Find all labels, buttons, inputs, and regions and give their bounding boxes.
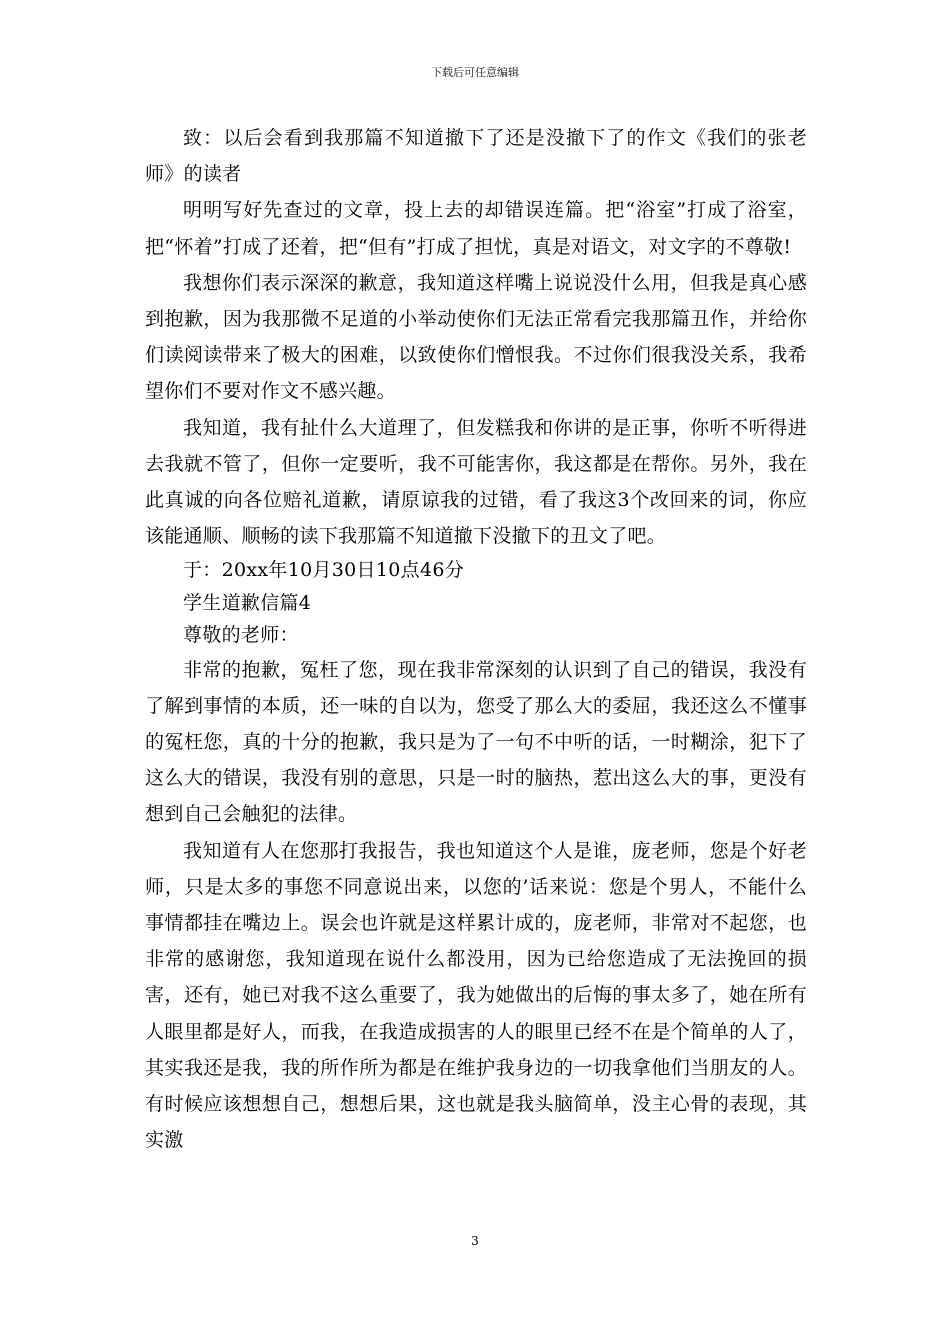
paragraph-typo-explanation: 明明写好先查过的文章，投上去的却错误连篇。把“浴室”打成了浴室，把“怀着”打成了还着，把“但有”打成了担忧，真是对语文，对文字的不尊敬! bbox=[145, 199, 807, 258]
document-body bbox=[145, 120, 807, 1159]
paragraph-letter-2: 我知道有人在您那打我报告，我也知道这个人是谁，庞老师，您是个好老师，只是太多的事您不同意说出来，以您的’话来说：您是个男人，不能什么事情都挂在嘴边上。误会也许就是这样累计成的，庞老师，非常对不起您，也非常的感谢您，我知道现在说什么都没用，因为已给您造成了无法挽回的损害，还有，她已对我不这么重要了，我为她做出的后悔的事太多了，她在所有人眼里都是好人，而我，在我造成损害的人的眼里已经不在是个简单的人了，其实我还是我，我的所作所为都是在维护我身边的一切我拿他们当朋友的人。有时候应该想想自己，想想后果，这也就是我头脑简单，没主心骨的表现，其实激 bbox=[145, 839, 807, 1152]
section-title: 学生道歉信篇4 bbox=[183, 591, 312, 614]
paragraph-advice: 我知道，我有扯什么大道理了，但发糕我和你讲的是正事，你听不听得进去我就不管了，但你一定要听，我不可能害你，我这都是在帮你。另外，我在此真诚的向各位赔礼道歉，请原谅我的过错，看了我这3个改回来的词，你应该能通顺、顺畅的读下我那篇不知道撤下没撤下的丑文了吧。 bbox=[145, 416, 807, 548]
paragraph-date: 于：20xx年10月30日10点46分 bbox=[183, 559, 465, 582]
paragraph-apology: 我想你们表示深深的歉意，我知道这样嘴上说说没什么用，但我是真心感到抱歉，因为我那微不足道的小举动使你们无法正常看完我那篇丑作，并给你们读阅读带来了极大的困难，以致使你们憎恨我。不过你们很我没关系，我希望你们不要对作文不感兴趣。 bbox=[145, 271, 807, 403]
page-number: 3 bbox=[471, 1234, 479, 1248]
paragraph-addressee: 致：以后会看到我那篇不知道撤下了还是没撤下了的作文《我们的张老师》的读者 bbox=[145, 127, 807, 186]
salutation: 尊敬的老师： bbox=[183, 624, 299, 647]
paragraph-letter-1: 非常的抱歉，冤枉了您，现在我非常深刻的认识到了自己的错误，我没有了解到事情的本质，还一味的自以为，您受了那么大的委屈，我还这么不懂事的冤枉您，真的十分的抱歉，我只是为了一句不中听的话，一时糊涂，犯下了这么大的错误，我没有别的意思，只是一时的脑热，惹出这么大的事，更没有想到自己会触犯的法律。 bbox=[145, 658, 807, 826]
page-header: 下载后可任意编辑 bbox=[431, 66, 519, 79]
